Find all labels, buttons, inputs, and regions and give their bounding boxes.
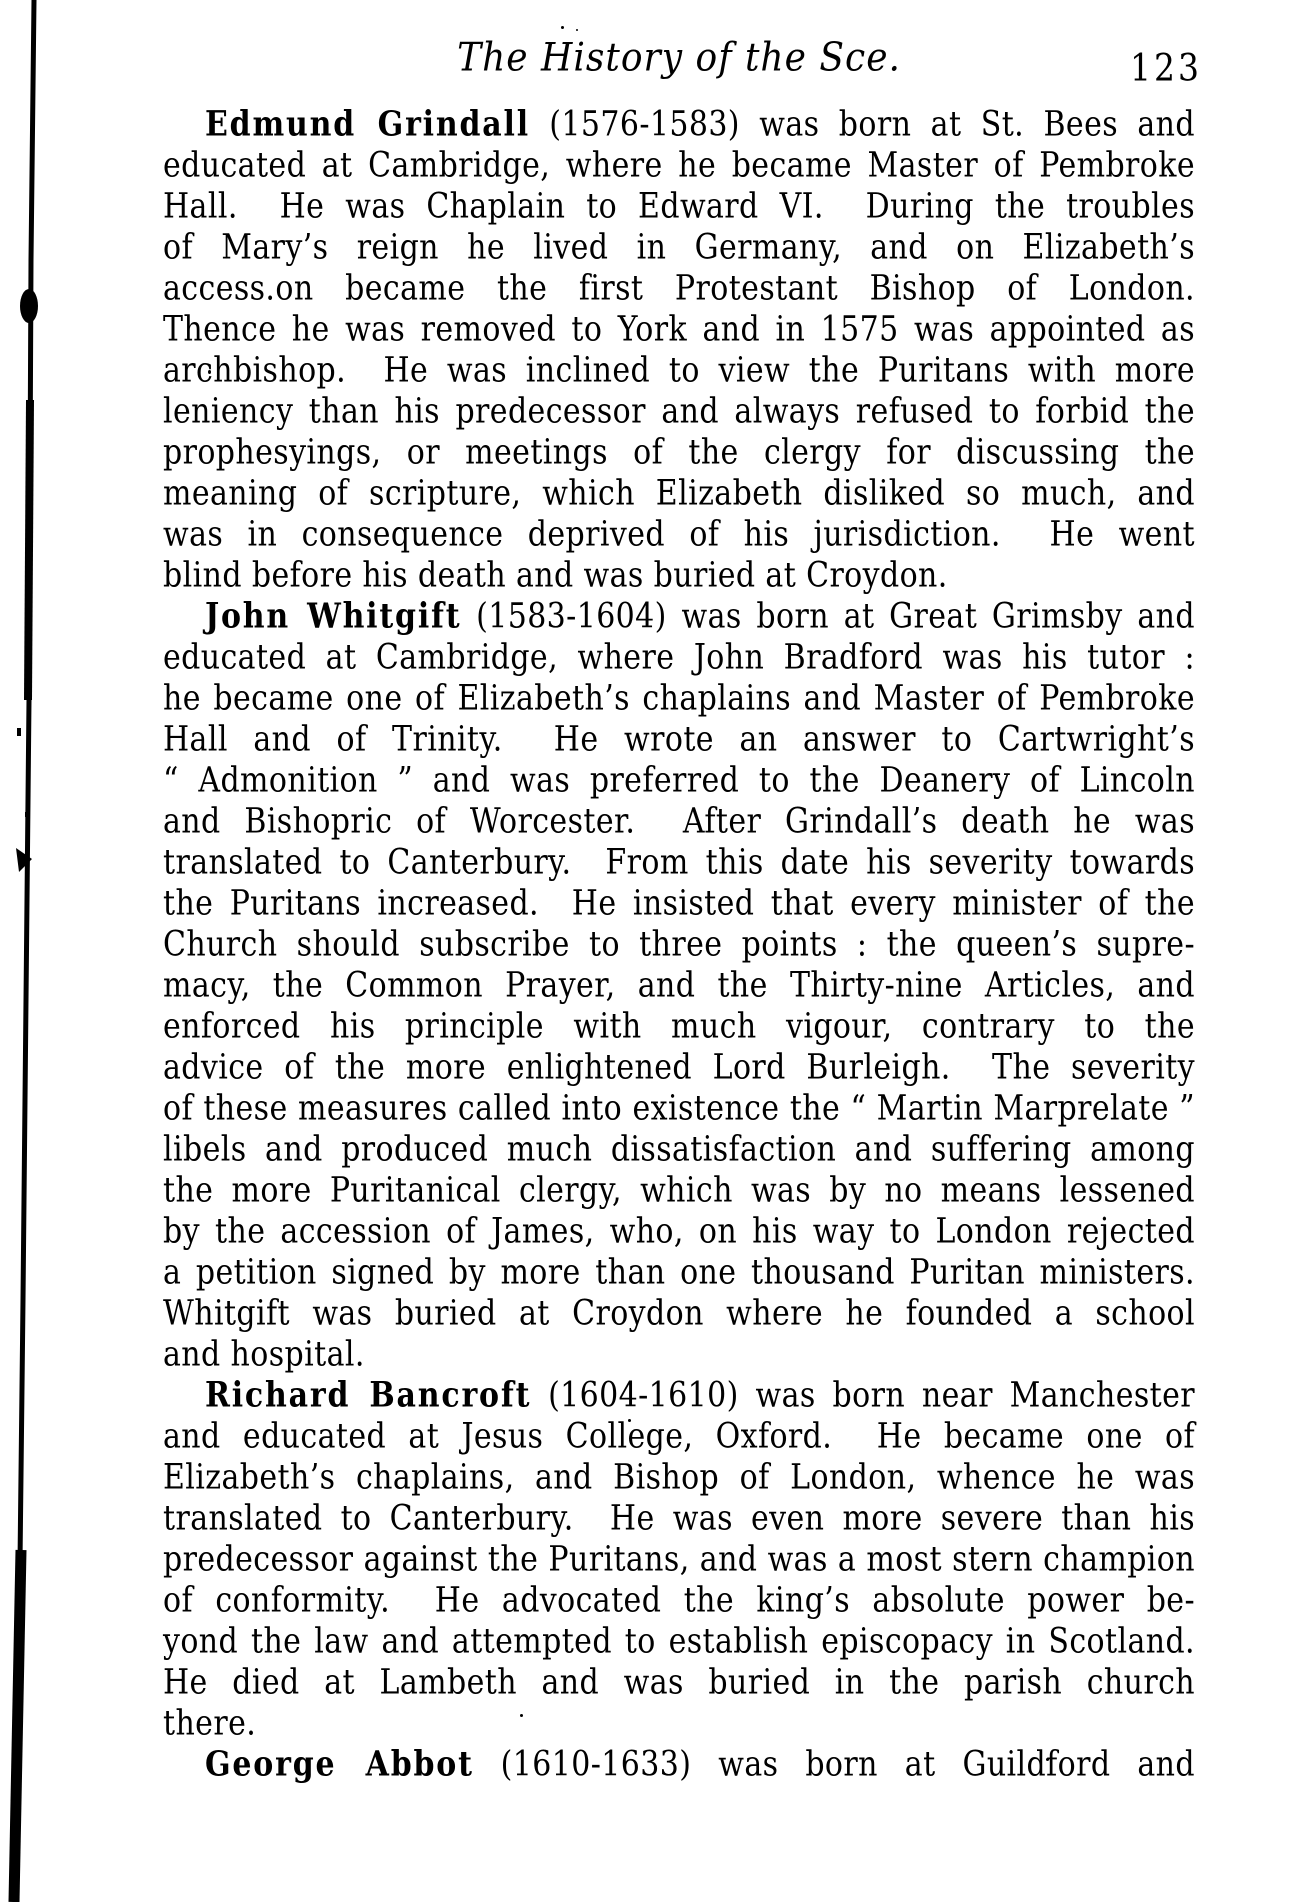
scan-speck [561, 26, 564, 29]
person-name: Edmund Grindall [205, 104, 530, 145]
text-line: Church should subscribe to three points : the queen’s supre- [163, 924, 1195, 965]
text-line: archbishop. He was inclined to view the Puritans with more [163, 350, 1195, 391]
text-line: yond the law and attempted to establish episcopacy in Scotland. [163, 1621, 1195, 1662]
text-line: the Puritans increased. He insisted that every minister of the [163, 883, 1195, 924]
text-line: John Whitgift (1583-1604) was born at Great Grimsby and [205, 596, 1195, 637]
text-line: libels and produced much dissatisfaction and suffering among [163, 1129, 1195, 1170]
text-line: and Bishopric of Worcester. After Grindall’s death he was [163, 801, 1195, 842]
text-line: macy, the Common Prayer, and the Thirty-nine Articles, and [163, 965, 1195, 1006]
text-line: He died at Lambeth and was buried in the parish church [163, 1662, 1195, 1703]
text-line: George Abbot (1610-1633) was born at Guildford and [205, 1744, 1195, 1785]
text-line: was in consequence deprived of his jurisdiction. He went [163, 514, 1195, 555]
text-line: educated at Cambridge, where John Bradford was his tutor : [163, 637, 1195, 678]
paragraph [163, 596, 1195, 1375]
text-line: a petition signed by more than one thousand Puritan ministers. [163, 1252, 1195, 1293]
text-line: of Mary’s reign he lived in Germany, and on Elizabeth’s [163, 227, 1195, 268]
text-line: and hospital. [163, 1334, 365, 1375]
text-line: translated to Canterbury. From this date his severity towards [163, 842, 1195, 883]
text-line: Edmund Grindall (1576-1583) was born at St. Bees and [205, 104, 1195, 145]
text-line: Hall and of Trinity. He wrote an answer to Cartwright’s [163, 719, 1195, 760]
text-line: prophesyings, or meetings of the clergy for discussing the [163, 432, 1195, 473]
text-line: leniency than his predecessor and always refused to forbid the [163, 391, 1195, 432]
paragraph [163, 1744, 1195, 1785]
paragraph [163, 104, 1195, 596]
text-line: access.on became the first Protestant Bishop of London. [163, 268, 1195, 309]
text-line: Elizabeth’s chaplains, and Bishop of London, whence he was [163, 1457, 1195, 1498]
text-line: Thence he was removed to York and in 1575 was appointed as [163, 309, 1195, 350]
text-line: “ Admonition ” and was preferred to the Deanery of Lincoln [163, 760, 1195, 801]
scan-speck [576, 29, 578, 31]
paragraph [163, 1375, 1195, 1744]
text-line: enforced his principle with much vigour, contrary to the [163, 1006, 1195, 1047]
text-line: he became one of Elizabeth’s chaplains and Master of Pembroke [163, 678, 1195, 719]
person-name: Richard Bancroft [205, 1375, 532, 1416]
text-line: Richard Bancroft (1604-1610) was born near Manchester [205, 1375, 1195, 1416]
text-line: predecessor against the Puritans, and was a most stern champion [163, 1539, 1195, 1580]
text-line: by the accession of James, who, on his way to London rejected [163, 1211, 1195, 1252]
page-number: 123 [1130, 45, 1202, 90]
person-name: George Abbot [205, 1744, 474, 1785]
text-line: advice of the more enlightened Lord Burleigh. The severity [163, 1047, 1195, 1088]
text-line: blind before his death and was buried at Croydon. [163, 555, 948, 596]
text-line: Hall. He was Chaplain to Edward VI. During the troubles [163, 186, 1195, 227]
page-body [163, 104, 1195, 1785]
text-line: and educated at Jesus College, Oxford. He became one of [163, 1416, 1195, 1457]
text-line: meaning of scripture, which Elizabeth disliked so much, and [163, 473, 1195, 514]
person-name: John Whitgift [205, 596, 462, 637]
running-title: The History of the Sce. [457, 35, 901, 81]
text-line: translated to Canterbury. He was even more severe than his [163, 1498, 1195, 1539]
text-line: educated at Cambridge, where he became Master of Pembroke [163, 145, 1195, 186]
text-line: of conformity. He advocated the king’s absolute power be- [163, 1580, 1195, 1621]
text-line: the more Puritanical clergy, which was by no means lessened [163, 1170, 1195, 1211]
text-line: Whitgift was buried at Croydon where he founded a school [163, 1293, 1195, 1334]
text-line: there. [163, 1703, 257, 1744]
text-line: of these measures called into existence the “ Martin Marprelate ” [163, 1088, 1195, 1129]
binding-edge [0, 0, 60, 1902]
